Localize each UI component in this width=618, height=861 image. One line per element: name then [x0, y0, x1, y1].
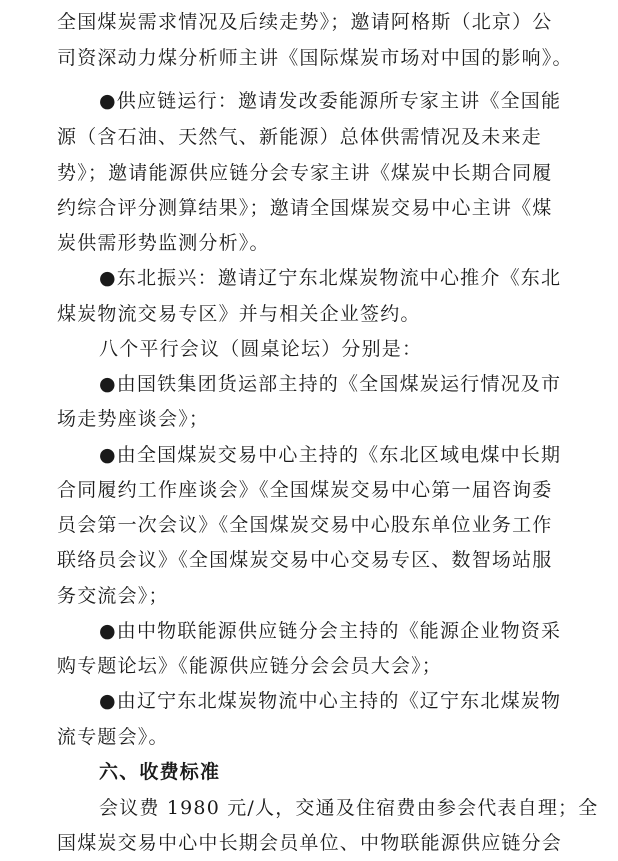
paragraph-line: 场走势座谈会》； — [57, 408, 210, 430]
paragraph-line: 煤炭物流交易专区》并与相关企业签约。 — [57, 303, 421, 325]
paragraph-line: 流专题会》。 — [57, 726, 169, 748]
paragraph-line: 炭供需形势监测分析》。 — [57, 232, 270, 254]
bullet-northeast: ●东北振兴：邀请辽宁东北煤炭物流中心推介《东北 — [99, 267, 562, 289]
bullet-energy-supply-chain: ●由中物联能源供应链分会主持的《能源企业物资采 — [99, 620, 562, 642]
bullet-supply-chain: ●供应链运行：邀请发改委能源所专家主讲《全国能 — [99, 90, 562, 112]
paragraph-line: 员会第一次会议》《全国煤炭交易中心股东单位业务工作 — [57, 514, 553, 536]
paragraph-line: 合同履约工作座谈会》《全国煤炭交易中心第一届咨询委 — [57, 479, 553, 501]
paragraph-line: 司资深动力煤分析师主讲《国际煤炭市场对中国的影响》。 — [57, 47, 573, 69]
paragraph-line: 务交流会》； — [57, 585, 169, 607]
bullet-liaoning: ●由辽宁东北煤炭物流中心主持的《辽宁东北煤炭物 — [99, 690, 562, 712]
paragraph-line: 约综合评分测算结果》；邀请全国煤炭交易中心主讲《煤 — [57, 197, 553, 219]
bullet-exchange-center: ●由全国煤炭交易中心主持的《东北区域电煤中长期 — [99, 444, 562, 466]
paragraph-line: 联络员会议》《全国煤炭交易中心交易专区、数智场站服 — [57, 549, 553, 571]
paragraph-line: 购专题论坛》《能源供应链分会会员大会》； — [57, 655, 443, 677]
parallel-meetings-intro: 八个平行会议（圆桌论坛）分别是： — [99, 338, 423, 360]
bullet-railway: ●由国铁集团货运部主持的《全国煤炭运行情况及市 — [99, 373, 562, 395]
paragraph-line: 源（含石油、天然气、新能源）总体供需情况及未来走 — [57, 126, 542, 148]
paragraph-line: 势》；邀请能源供应链分会专家主讲《煤炭中长期合同履 — [57, 162, 553, 184]
paragraph-line: 全国煤炭需求情况及后续走势》；邀请阿格斯（北京）公 — [57, 11, 553, 33]
paragraph-line: 会议费 1980 元/人，交通及住宿费由参会代表自理；全 — [99, 797, 599, 819]
paragraph-line: 国煤炭交易中心中长期会员单位、中物联能源供应链分会 — [57, 832, 563, 854]
section-heading-fees: 六、收费标准 — [99, 761, 221, 783]
